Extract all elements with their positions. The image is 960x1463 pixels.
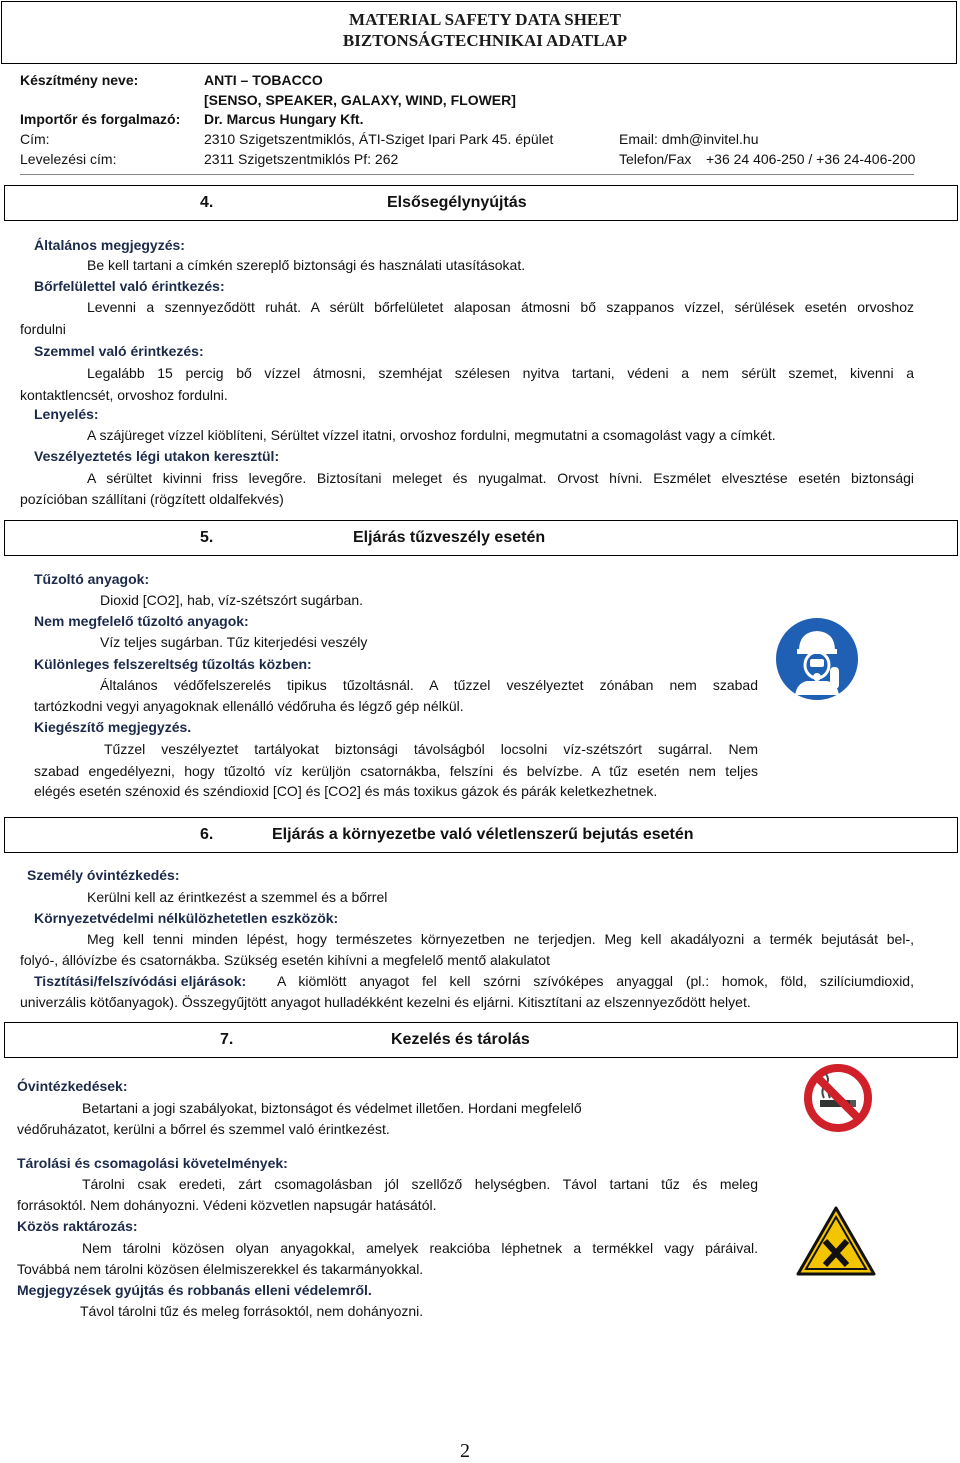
- ingestion-label: Lenyelés:: [34, 406, 99, 422]
- phone-label: Telefon/Fax: [619, 151, 692, 167]
- section-4-title: Elsősegélynyújtás: [387, 194, 527, 211]
- general-note-text: Be kell tartani a címkén szereplő biztonsági és használati utasításokat.: [87, 257, 526, 273]
- product-variants: [SENSO, SPEAKER, GALAXY, WIND, FLOWER]: [204, 92, 516, 108]
- storage-requirements-line-1: Tárolni csak eredeti, zárt csomagolásban jól szellőző helységben. Távol tartani tűz és meleg: [82, 1176, 758, 1192]
- skin-contact-line-2: fordulni: [20, 321, 66, 337]
- inhalation-label: Veszélyeztetés légi utakon keresztül:: [34, 448, 280, 464]
- postal-value: 2311 Szigetszentmiklós Pf: 262: [204, 151, 399, 167]
- personal-precautions-text: Kerülni kell az érintkezést a szemmel és a bőrrel: [87, 889, 388, 905]
- eye-contact-label: Szemmel való érintkezés:: [34, 343, 204, 359]
- special-equipment-label: Különleges felszereltség tűzoltás közben:: [34, 656, 312, 672]
- section-6-number: 6.: [200, 826, 214, 843]
- common-storage-line-1: Nem tárolni közösen olyan anyagokkal, amelyek reakcióba léphetnek a termékkel vagy páráival.: [82, 1240, 758, 1256]
- skin-contact-label: Bőrfelülettel való érintkezés:: [34, 278, 225, 294]
- section-7-number: 7.: [220, 1031, 234, 1048]
- storage-requirements-label: Tárolási és csomagolási követelmények:: [17, 1155, 288, 1171]
- general-note-label: Általános megjegyzés:: [34, 237, 185, 253]
- inhalation-line-2: pozícióban szállítani (rögzített oldalfekvés): [20, 491, 284, 507]
- inhalation-line-1: A sérültet kivinni friss levegőre. Biztosítani meleget és nyugalmat. Orvost hívni. Eszmélet elvesztése esetén biztonsági: [87, 470, 914, 486]
- page-number: 2: [460, 1440, 470, 1462]
- additional-note-line-2: szabad engedélyezni, hogy tűzoltó víz kerüljön csatornákba, felszíni és belvízbe. A tűz esetén nem teljes: [34, 763, 758, 779]
- breathing-apparatus-icon: [773, 615, 861, 703]
- address-label: Cím:: [20, 131, 50, 147]
- extinguishing-agents-label: Tűzoltó anyagok:: [34, 571, 150, 587]
- extinguishing-agents-text: Dioxid [CO2], hab, víz-szétszórt sugárban.: [100, 592, 363, 608]
- common-storage-label: Közös raktározás:: [17, 1218, 138, 1234]
- environmental-precautions-label: Környezetvédelmi nélkülözhetetlen eszközök:: [34, 910, 339, 926]
- no-smoking-icon: [800, 1060, 876, 1136]
- section-7-title: Kezelés és tárolás: [391, 1031, 530, 1048]
- section-4-number: 4.: [200, 194, 214, 211]
- importer-label: Importőr és forgalmazó:: [20, 111, 181, 127]
- environmental-precautions-line-2: folyó-, állóvízbe és csatornákba. Szükség esetén kihívni a megfelelő mentő alakulatot: [20, 952, 550, 968]
- address-value: 2310 Szigetszentmiklós, ÁTI-Sziget Ipari Park 45. épület: [204, 131, 554, 147]
- storage-requirements-line-2: forrásoktól. Nem dohányozni. Védeni közvetlen napsugár hatásától.: [17, 1197, 437, 1213]
- fire-protection-text: Távol tárolni tűz és meleg forrásoktól, nem dohányozni.: [80, 1303, 424, 1319]
- section-6-title: Eljárás a környezetbe való véletlenszerű bejutás esetén: [272, 826, 694, 843]
- unsuitable-agents-label: Nem megfelelő tűzoltó anyagok:: [34, 613, 249, 629]
- title-line-2: BIZTONSÁGTECHNIKAI ADATLAP: [342, 31, 628, 50]
- eye-contact-line-1: Legalább 15 percig bő vízzel átmosni, szemhéjat szélesen nyitva tartani, védeni a nem sérült szemet, kivenni a: [87, 365, 914, 381]
- eye-contact-line-2: kontaktlencsét, orvoshoz fordulni.: [20, 387, 228, 403]
- postal-label: Levelezési cím:: [20, 151, 117, 167]
- title-line-1: MATERIAL SAFETY DATA SHEET: [349, 10, 621, 29]
- document-title: [320, 9, 650, 51]
- additional-note-label: Kiegészítő megjegyzés.: [34, 719, 192, 735]
- phone-value: +36 24 406-250 / +36 24-406-200: [706, 151, 916, 167]
- product-label: Készítmény neve:: [20, 72, 139, 88]
- personal-precautions-label: Személy óvintézkedés:: [27, 867, 180, 883]
- section-5-title: Eljárás tűzveszély esetén: [353, 529, 546, 546]
- info-divider: [20, 174, 914, 175]
- email: Email: dmh@invitel.hu: [619, 131, 759, 147]
- special-equipment-line-2: tartózkodni vegyi anyagoknak ellenálló védőruha és légző gép nélkül.: [34, 698, 464, 714]
- common-storage-line-2: Továbbá nem tárolni közösen élelmiszerekkel és takarmányokkal.: [17, 1261, 424, 1277]
- skin-contact-line-1: Levenni a szennyeződött ruhát. A sérült bőrfelületet alaposan átmosni bő szappanos vízzel, sérülések esetén orvoshoz: [87, 299, 914, 315]
- ingestion-text: A szájüreget vízzel kiöblíteni, Sérültet vízzel itatni, orvoshoz fordulni, megmutatni a csomagolást vagy a címkét.: [87, 427, 776, 443]
- product-name: ANTI – TOBACCO: [204, 72, 323, 88]
- harmful-irritant-icon: [795, 1205, 877, 1277]
- additional-note-line-1: Tűzzel veszélyeztet tartályokat biztonsági távolságból locsolni víz-szétszórt sugárral. Nem: [104, 741, 758, 757]
- importer-value: Dr. Marcus Hungary Kft.: [204, 111, 364, 127]
- fire-protection-label: Megjegyzések gyújtás és robbanás elleni védelemről.: [17, 1282, 372, 1298]
- cleanup-label: Tisztítási/felszívódási eljárások:: [34, 973, 247, 989]
- section-5-number: 5.: [200, 529, 214, 546]
- unsuitable-agents-text: Víz teljes sugárban. Tűz kiterjedési veszély: [100, 634, 368, 650]
- environmental-precautions-line-1: Meg kell tenni minden lépést, hogy természetes környezetben ne terjedjen. Meg kell akadályozni a termék bejutását bel-,: [87, 931, 914, 947]
- cleanup-line-1: A kiömlött anyagot fel kell szórni szívóképes anyaggal (pl.: homok, föld, szilíciumdioxid,: [277, 973, 914, 989]
- cleanup-line-2: univerzális kötőanyagok). Összegyűjtött anyagot hulladékként kezelni és eljárni. Kitisztítani az elszennyeződött helyet.: [20, 994, 751, 1010]
- special-equipment-line-1: Általános védőfelszerelés tipikus tűzoltásnál. A tűzzel veszélyeztet zónában nem szabad: [100, 677, 758, 693]
- precautions-line-2: védőruházatot, kerülni a bőrrel és szemmel való érintkezést.: [17, 1121, 390, 1137]
- precautions-label: Óvintézkedések:: [17, 1078, 128, 1094]
- precautions-line-1: Betartani a jogi szabályokat, biztonságot és védelmet illetően. Hordani megfelelő: [82, 1100, 582, 1116]
- additional-note-line-3: elégés esetén szénoxid és széndioxid [CO] és [CO2] és más toxikus gázok és párák keletkezhetnek.: [34, 783, 658, 799]
